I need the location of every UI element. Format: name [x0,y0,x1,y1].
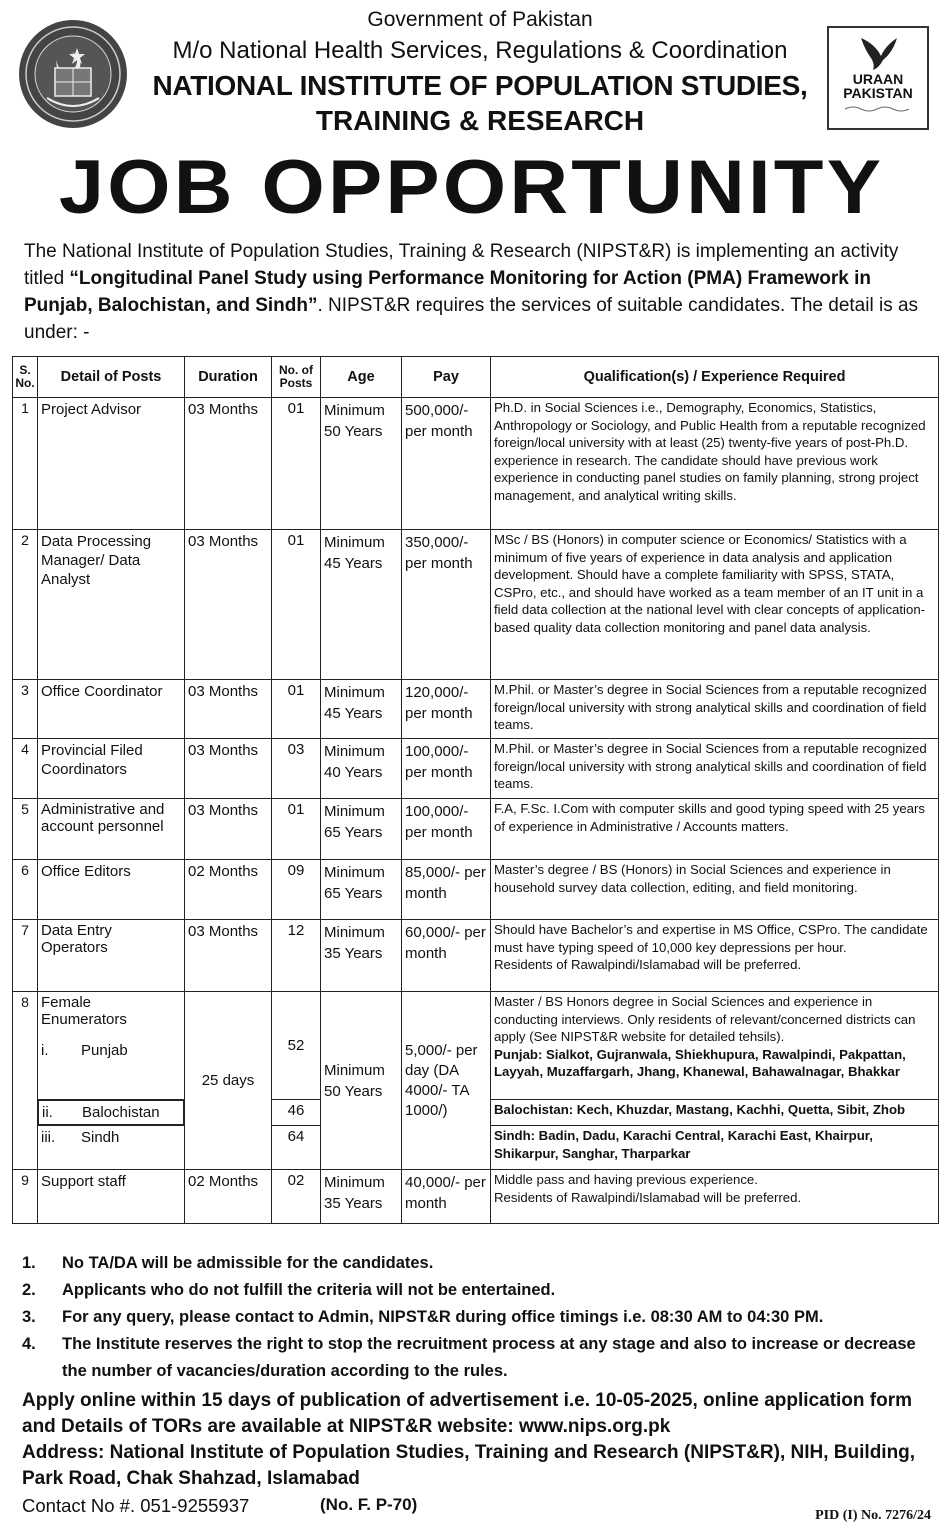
note-num: 2. [22,1281,36,1299]
sub-region-punjab [41,1042,181,1059]
row-duration: 03 Months [185,398,272,530]
header-ministry: M/o National Health Services, Regulations & Coordination [172,37,788,64]
row-post: Data Processing Manager/ Data Analyst [38,530,185,680]
row-sno: 2 [13,530,38,680]
row-posts: 02 [272,1170,321,1224]
row-qualification: M.Phil. or Master’s degree in Social Sciences from a reputable recognized foreign/local university with strong analytical skills and coordination of field teams. [491,739,939,799]
row-qualification: F.A, F.Sc. I.Com with computer skills and good typing speed with 25 years of experience in Administrative / Accounts matters. [491,799,939,860]
note-item [22,1250,922,1277]
row-posts: 46 [272,1100,321,1126]
table-row [13,680,939,739]
bird-icon [853,34,903,72]
row-post: Project Advisor [38,398,185,530]
logo-tagline-icon [843,105,913,113]
header [0,0,943,140]
row-pay: 85,000/- per month [402,860,491,920]
sub-region-balochistan [38,1100,184,1125]
row-qualification-note: Residents of Rawalpindi/Islamabad will be preferred. [494,957,802,972]
header-institute: NATIONAL INSTITUTE OF POPULATION STUDIES, [152,70,808,101]
row-pay: 40,000/- per month [402,1170,491,1224]
row-age: Minimum 35 Years [321,1170,402,1224]
row-sno: 6 [13,860,38,920]
row-qualification [491,920,939,992]
row-pay: 5,000/- per day (DA 4000/- TA 1000/) [402,992,491,1170]
row-posts: 52 [272,992,321,1100]
districts-sindh: Sindh: Badin, Dadu, Karachi Central, Karachi East, Khairpur, Shikarpur, Sanghar, Tharparkar [491,1126,939,1170]
row-post: Support staff [38,1170,185,1224]
apply-section [22,1388,927,1492]
table-row [13,920,939,992]
header-qualification: Qualification(s) / Experience Required [491,357,939,398]
row-posts: 09 [272,860,321,920]
row-posts: 01 [272,398,321,530]
address-text: Address: National Institute of Population Studies, Training and Research (NIPST&R), NIH, Building, Park Road, Chak Shahzad, Islamabad [22,1442,916,1489]
note-text: Applicants who do not fulfill the criteria will not be entertained. [62,1281,556,1299]
sub-region-sindh [38,1126,185,1170]
row-posts: 64 [272,1126,321,1170]
table-row [13,799,939,860]
header-sno: S. No. [13,357,38,398]
row-duration: 03 Months [185,799,272,860]
row-qualification [491,992,939,1100]
row-post: Provincial Filed Coordinators [38,739,185,799]
row-post: Data Entry Operators [38,920,185,992]
apply-text: Apply online within 15 days of publication of advertisement i.e. 10-05-2025, online application form and Details of TORs are available at NIPST&R website: www.nips.org.pk [22,1390,913,1437]
note-text: No TA/DA will be admissible for the candidates. [62,1254,434,1272]
note-num: 3. [22,1308,36,1326]
contact-number: Contact No #. 051-9255937 [22,1495,250,1516]
table-row [13,530,939,680]
header-post: Detail of Posts [38,357,185,398]
note-item [22,1277,922,1304]
row-sno: 8 [13,992,38,1170]
row-duration: 03 Months [185,530,272,680]
row-sno: 5 [13,799,38,860]
row-sno: 9 [13,1170,38,1224]
header-institute-sub: TRAINING & RESEARCH [315,105,645,136]
row-post: Office Editors [38,860,185,920]
logo-text-pakistan: PAKISTAN [843,85,913,101]
note-text: For any query, please contact to Admin, NIPST&R during office timings i.e. 08:30 AM to 04:30 PM. [62,1308,824,1326]
row-qualification-main: Should have Bachelor’s and expertise in MS Office, CSPro. The candidate must have typing speed of 10,000 key depressions per hour. [494,922,928,955]
note-num: 1. [22,1254,36,1272]
uraan-pakistan-logo [827,26,929,130]
row-posts: 01 [272,530,321,680]
sub-region-num: i. [41,1042,49,1059]
row-age: Minimum 50 Years [321,992,402,1170]
row-duration: 25 days [185,992,272,1170]
row-age: Minimum 40 Years [321,739,402,799]
row-qualification: Ph.D. in Social Sciences i.e., Demography, Economics, Statistics, Anthropology or Sociology, and Public Health from a reputable recognized foreign/local university with at least (25) twenty-five years of post-Ph.D. experience in research. The candidate should have previous work experience in conducting panel studies on family planning, strong project management, and analytical writing skills. [491,398,939,530]
row-qualification [491,1170,939,1224]
table-row-enumerators [13,992,939,1100]
note-text: The Institute reserves the right to stop the recruitment process at any stage and also to increase or decrease the number of vacancies/duration according to the rules. [62,1335,916,1380]
header-age: Age [321,357,402,398]
table-row [13,860,939,920]
jobs-table [12,356,939,1224]
table-header-row [13,357,939,398]
row-age: Minimum 35 Years [321,920,402,992]
row-sno: 1 [13,398,38,530]
row-sno: 7 [13,920,38,992]
row-sno: 3 [13,680,38,739]
row-duration: 03 Months [185,920,272,992]
intro-text-2: . NIPST&R requires the services of suitable candidates. The detail is as under: - [24,295,919,343]
row-pay: 60,000/- per month [402,920,491,992]
row-posts: 01 [272,680,321,739]
row-pay: 120,000/- per month [402,680,491,739]
row-age: Minimum 65 Years [321,799,402,860]
intro-paragraph [24,238,924,346]
header-pay: Pay [402,357,491,398]
sub-region-sindh-line [41,1128,181,1147]
row-qualification-main: Master / BS Honors degree in Social Sciences and experience in conducting interviews. Only residents of relevant/concerned districts can apply (See NIPST&R website for detailed tehsils). [494,994,916,1044]
row-post-title: Female Enumerators [41,994,127,1028]
file-number: (No. F. P-70) [320,1495,418,1514]
row-posts: 12 [272,920,321,992]
row-duration: 02 Months [185,1170,272,1224]
row-sno: 4 [13,739,38,799]
districts-balochistan: Balochistan: Kech, Khuzdar, Mastang, Kachhi, Quetta, Sibit, Zhob [491,1100,939,1126]
row-age: Minimum 65 Years [321,860,402,920]
note-item [22,1304,922,1331]
sub-region-name: Sindh [81,1129,120,1146]
table-row [13,398,939,530]
row-qualification-main: Middle pass and having previous experience. [494,1172,758,1187]
row-qualification: M.Phil. or Master’s degree in Social Sciences from a reputable recognized foreign/local university with strong analytical skills and coordination of field teams. [491,680,939,739]
table-row [13,1170,939,1224]
pid-number: PID (I) No. 7276/24 [815,1508,931,1523]
row-pay: 350,000/- per month [402,530,491,680]
row-duration: 03 Months [185,680,272,739]
note-num: 4. [22,1335,36,1353]
sub-region-name: Punjab [81,1042,128,1059]
row-qualification-note: Residents of Rawalpindi/Islamabad will be preferred. [494,1189,802,1205]
government-seal-icon [17,18,129,130]
header-posts: No. of Posts [272,357,321,398]
sub-region-name: Balochistan [82,1104,160,1121]
districts-punjab: Punjab: Sialkot, Gujranwala, Shiekhupura, Rawalpindi, Pakpattan, Layyah, Muzaffargarh, Jhang, Khanewal, Bahawalnagar, Bhakkar [494,1046,906,1079]
row-pay: 100,000/- per month [402,799,491,860]
row-age: Minimum 45 Years [321,680,402,739]
sub-region-num: ii. [42,1104,53,1121]
intro-activity: “Longitudinal Panel Study using Performance Monitoring for Action (PMA) Framework in Punjab, Balochistan, and Sindh” [24,268,871,316]
row-duration: 02 Months [185,860,272,920]
notes-list [22,1250,922,1385]
table-row [13,739,939,799]
row-post [38,992,185,1100]
row-duration: 03 Months [185,739,272,799]
row-qualification: MSc / BS (Honors) in computer science or Economics/ Statistics with a minimum of five years of experience in data analysis and application development. Should have a complete familiarity with SPSS, STATA, CSPro, etc., and should have worked as a team member of an IT unit in a field data collection at the national level with clear concepts of application-based quality data collection monitoring and panel data analysis. [491,530,939,680]
sub-region-num: iii. [41,1129,56,1146]
row-age: Minimum 45 Years [321,530,402,680]
row-post: Administrative and account personnel [38,799,185,860]
header-duration: Duration [185,357,272,398]
intro-text-1: The National Institute of Population Studies, Training & Research (NIPST&R) is implementing an activity titled [24,241,899,289]
header-ministry-gov: Government of Pakistan [367,8,593,31]
logo-text-uraan: URAAN [852,71,904,87]
note-item [22,1331,922,1385]
row-post: Office Coordinator [38,680,185,739]
row-posts: 03 [272,739,321,799]
row-posts: 01 [272,799,321,860]
page-title: JOB OPPORTUNITY [58,145,885,230]
row-pay: 100,000/- per month [402,739,491,799]
row-age: Minimum 50 Years [321,398,402,530]
row-qualification: Master’s degree / BS (Honors) in Social Sciences and experience in household survey data collection, editing, and field monitoring. [491,860,939,920]
row-pay: 500,000/- per month [402,398,491,530]
